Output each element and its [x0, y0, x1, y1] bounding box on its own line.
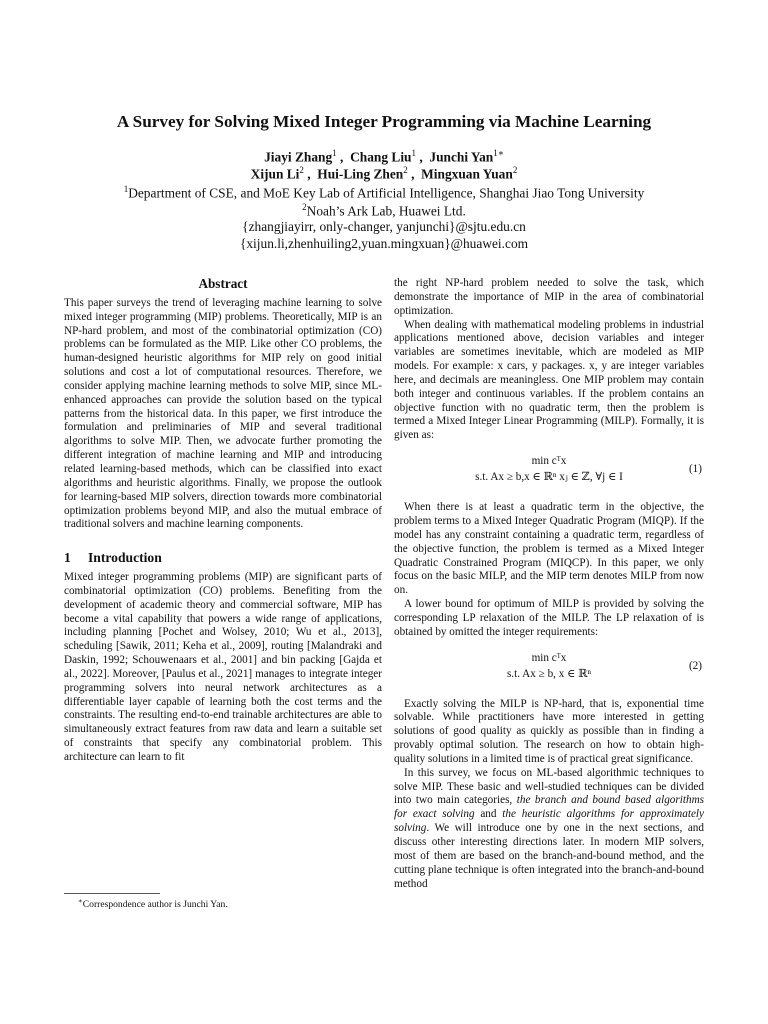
p6-text-a: In this survey, we focus on ML-based algorithmic techniques to solve MIP. These basic and well-studied techniques can be divided into two main categories, [394, 766, 704, 807]
affiliation-mark: 2 [302, 202, 307, 212]
author-name: Xijun Li [250, 166, 300, 182]
footnote [78, 897, 228, 910]
author-name: Junchi Yan [429, 149, 494, 165]
left-column [64, 277, 382, 765]
p6-emphasis-heuristic: the heuristic algorithms for approximately solving [394, 808, 704, 835]
author-line-1: Jiayi Zhang$^1$ , Chang Liu$^1$ , Junchi Yan$^{1∗}$ [264, 148, 504, 165]
author-name: Chang Liu [350, 149, 412, 165]
right-paragraph-5: Exactly solving the MILP is NP-hard, that is, exponential time solvable. While practitioners have more interested in getting solutions of good quality as quickly as possible than in finding a provably optimal solution. The research on how to obtain high-quality solutions in a limited time is of practical great significance. [394, 697, 704, 765]
affiliation-mark: 1 [123, 184, 129, 194]
p6-text-e: . We will introduce one by one in the next sections, and discuss other interesting directions later. In modern MIP solvers, most of them are based on the branch-and-bound method, and the cutting plane technique is often integrated into the branch-and-bound method [394, 822, 704, 890]
author-name: Jiayi Zhang [264, 149, 333, 165]
abstract-heading: Abstract [198, 276, 248, 291]
right-column [394, 277, 704, 891]
author-affil-mark: 1∗ [493, 148, 504, 158]
author-affil-mark: 2 [299, 165, 304, 175]
right-paragraph-4: A lower bound for optimum of MILP is provided by solving the corresponding LP relaxation of the MILP. The LP relaxation of is obtained by omitted the integer requirements: [394, 598, 704, 638]
footnote-text: Correspondence author is Junchi Yan. [82, 899, 228, 911]
author-affil-mark: 2 [403, 165, 408, 175]
equation-2-number: (2) [688, 659, 702, 672]
email-line-1: {zhangjiayirr, only-changer, yanjunchi}@sjtu.edu.cn [242, 219, 526, 234]
paper-title: A Survey for Solving Mixed Integer Programming via Machine Learning [116, 112, 652, 131]
author-name: Hui-Ling Zhen [317, 166, 404, 182]
author-affil-mark: 1 [411, 148, 416, 158]
right-paragraph-3: When there is at least a quadratic term in the objective, the problem terms to a Mixed Integer Quadratic Program (MIQP). If the model has any constraint containing a quadratic term, regardless of the objective function, the problem is termed as a Mixed Integer Quadratic Constrained Program (MIQCP). In this paper, we only focus on the basic MILP, and the MIP term denotes MILP from now on. [394, 501, 704, 597]
affiliation-1 [0, 184, 768, 201]
affiliation-text: Noah’s Ark Lab, Huawei Ltd. [306, 203, 466, 219]
equation-1-constraints: s.t. Ax ≥ b,x ∈ ℝⁿ xⱼ ∈ ℤ, ∀j ∈ I [475, 471, 623, 484]
author-line-2: Xijun Li$^2$ , Hui-Ling Zhen$^2$ , Mingxuan Yuan$^2$ [250, 165, 518, 182]
affiliation-2 [0, 202, 768, 219]
equation-2-objective: min cᵀx [531, 651, 567, 664]
equation-1-number: (1) [688, 463, 702, 476]
section-number: 1 [64, 550, 71, 566]
p6-emphasis-exact: the branch and bound based algorithms for exact solving [394, 794, 705, 821]
footnote-mark: ∗ [78, 897, 83, 905]
section-title: Introduction [88, 550, 162, 566]
equation-2 [394, 650, 704, 694]
section-heading-introduction [64, 551, 382, 565]
affiliation-text: Department of CSE, and MoE Key Lab of Artificial Intelligence, Shanghai Jiao Tong University [128, 185, 645, 201]
abstract-body: This paper surveys the trend of leveraging machine learning to solve mixed integer programming (MIP) problems. Theoretically, MIP is an NP-hard problem, and most of the combinatorial optimization (CO) problems can be formulated as the MIP. Like other CO problems, the human-designed heuristic algorithms for MIP rely on good initial solutions and cost a lot of computational resources. Therefore, we consider applying machine learning methods to solve MIP, since ML-enhanced approaches can provide the solution based on the typical patterns from the historical data. In this paper, we first introduce the formulation and preliminaries of MIP and several traditional algorithms to solve MIP. Then, we advocate further promoting the different integration of machine learning and MIP and introducing related learning-based methods, which can be classified into exact algorithms and heuristic algorithms. Finally, we propose the outlook for learning-based MIP solvers, direction towards more combinatorial optimization problems beyond MIP, and also the mutual embrace of traditional solvers and machine learning components. [64, 296, 382, 531]
right-paragraph-2: When dealing with mathematical modeling problems in industrial applications mentioned above, decision variables and integer variables are sometimes inevitable, which are modeled as MIP models. For example: x cars, y packages. x, y are integer variables here, and decimals are meaningless. One MIP problem may contain both integer and continuous variables. If the problem contains an objective function with no quadratic term, then the problem is termed a Mixed Integer Linear Programming (MILP). Formally, it is given as: [394, 318, 704, 442]
right-paragraph-1: the right NP-hard problem needed to solve the task, which demonstrate the importance of MIP in the area of combinatorial optimization. [394, 277, 704, 317]
author-affil-mark: 2 [512, 165, 518, 175]
p6-text-c: and [474, 808, 503, 821]
author-affil-mark: 1 [332, 148, 337, 158]
equation-2-constraints: s.t. Ax ≥ b, x ∈ ℝⁿ [506, 667, 592, 680]
equation-1-objective: min cᵀx [531, 455, 567, 468]
intro-paragraph-1: Mixed integer programming problems (MIP) are significant parts of combinatorial optimization (CO) problems. Benefiting from the development of academic theory and commercial software, MIP has become a vital capability that powers a wide range of applications, including planning [Pochet and Wolsey, 2010; Wu et al., 2013], scheduling [Sawik, 2011; Keha et al., 2009], routing [Malandraki and Daskin, 1992; Schouwenaars et al., 2001] and bin packing [Gajda et al., 2022]. Moreover, [Paulus et al., 2021] manages to integrate integer programming solvers into neural network architectures as a differentiable layer capable of learning both the cost terms and the constraints. The resulting end-to-end trainable architectures are able to simultaneously extract features from raw data and learn a suitable set of constraints that specify any combinatorial problem. This architecture can learn to fit [64, 571, 382, 763]
right-paragraph-6 [394, 767, 704, 892]
footnote-rule [64, 893, 160, 894]
email-line-2: {xijun.li,zhenhuiling2,yuan.mingxuan}@huawei.com [239, 236, 529, 251]
author-name: Mingxuan Yuan [421, 166, 513, 182]
equation-1 [394, 453, 704, 497]
